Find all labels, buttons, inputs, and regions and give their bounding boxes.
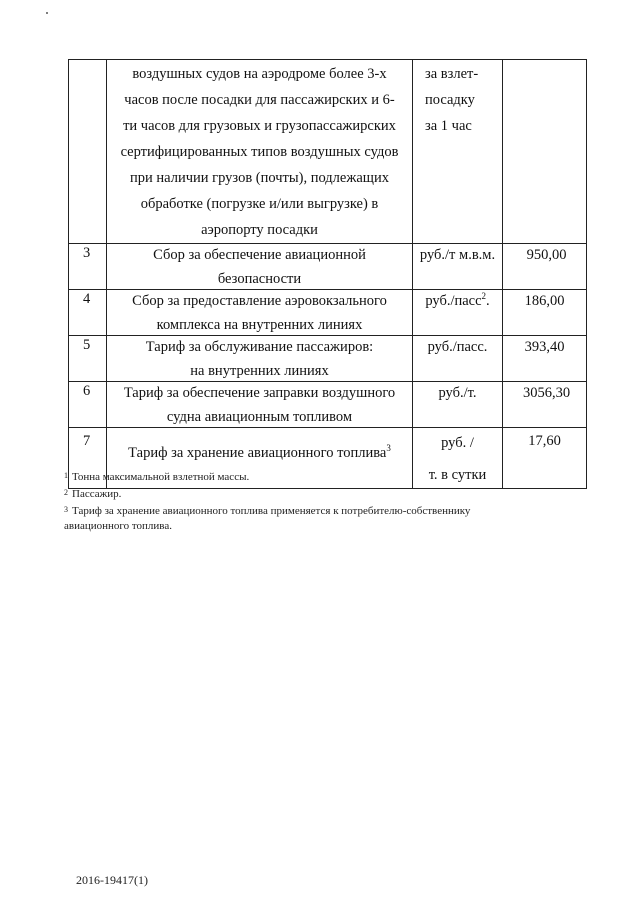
table-row (69, 244, 587, 290)
tariff-table (68, 59, 587, 489)
footnote-ref: 2 (481, 291, 487, 301)
table-row-continuation (69, 60, 587, 244)
row-number: 3 (69, 244, 107, 290)
service-name-line: Тариф за обслуживание пассажиров: (145, 339, 374, 355)
unit-cell: руб./т м.в.м. (413, 244, 503, 290)
footnote-ref: 3 (386, 443, 391, 453)
service-name-cell (107, 60, 413, 244)
service-name-line: сертифицированных типов воздушных судов (120, 144, 399, 160)
service-name-line: судна авиационным топливом (166, 409, 353, 425)
unit-line: за взлет- (425, 66, 479, 82)
footnote (64, 485, 564, 502)
footnote-text: Пассажир. (72, 488, 122, 500)
footnote (64, 502, 564, 519)
value-cell: 17,60 (503, 428, 587, 489)
unit-line: посадку (425, 92, 475, 108)
service-name-cell (107, 336, 413, 382)
unit-line: за 1 час (425, 118, 472, 134)
footnote-mark: 3 (64, 505, 68, 514)
row-number: 4 (69, 290, 107, 336)
service-name-line: ти часов для грузовых и грузопассажирских (123, 118, 396, 134)
unit-cell (413, 290, 503, 336)
unit-line: т. в сутки (428, 467, 487, 483)
unit-cell: руб./т. (413, 382, 503, 428)
value-cell: 393,40 (503, 336, 587, 382)
value-cell: 3056,30 (503, 382, 587, 428)
value-cell (503, 60, 587, 244)
row-number: 7 (69, 428, 107, 489)
table-row (69, 382, 587, 428)
service-name-line: обработке (погрузке и/или выгрузке) в (140, 196, 379, 212)
footnote-mark: 1 (64, 471, 68, 480)
unit-suffix: . (486, 293, 490, 309)
service-name-line: Сбор за предоставление аэровокзального (132, 293, 387, 309)
value-cell: 950,00 (503, 244, 587, 290)
service-name-line: аэропорту посадки (201, 222, 318, 238)
service-name-line: Тариф за обеспечение заправки воздушного (123, 385, 396, 401)
document-code: 2016-19417(1) (76, 873, 148, 887)
footnote-text: Тариф за хранение авиационного топлива применяется к потребителю-собственнику (72, 505, 471, 517)
footnote-text: авиационного топлива. (64, 520, 172, 532)
service-name-line: безопасности (217, 271, 302, 287)
unit-line: руб. / (441, 435, 474, 451)
row-number: 5 (69, 336, 107, 382)
row-number-cell (69, 60, 107, 244)
scan-speck (46, 12, 48, 14)
service-name-line: воздушных судов на аэродроме более 3-х (132, 66, 387, 82)
footnotes (64, 468, 564, 534)
table-row (69, 336, 587, 382)
service-name-line: Сбор за обеспечение авиационной (153, 247, 366, 263)
service-name-text: Тариф за хранение авиационного топлива (128, 445, 387, 461)
value-cell: 186,00 (503, 290, 587, 336)
footnote-text: Тонна максимальной взлетной массы. (72, 471, 250, 483)
service-name-line: комплекса на внутренних линиях (156, 317, 363, 333)
footnote (64, 468, 564, 485)
service-name-line: часов после посадки для пассажирских и 6- (124, 92, 395, 108)
row-number: 6 (69, 382, 107, 428)
unit-cell: руб./пасс. (413, 336, 503, 382)
service-name-cell (107, 290, 413, 336)
service-name-line: на внутренних линиях (190, 363, 329, 379)
service-name-cell (107, 244, 413, 290)
footnote-mark: 2 (64, 488, 68, 497)
unit-cell (413, 60, 503, 244)
service-name-cell (107, 382, 413, 428)
table-row (69, 290, 587, 336)
unit-text: руб./пасс (425, 293, 482, 309)
footnote-continuation (64, 519, 564, 534)
service-name-line: при наличии грузов (почты), подлежащих (130, 170, 389, 186)
